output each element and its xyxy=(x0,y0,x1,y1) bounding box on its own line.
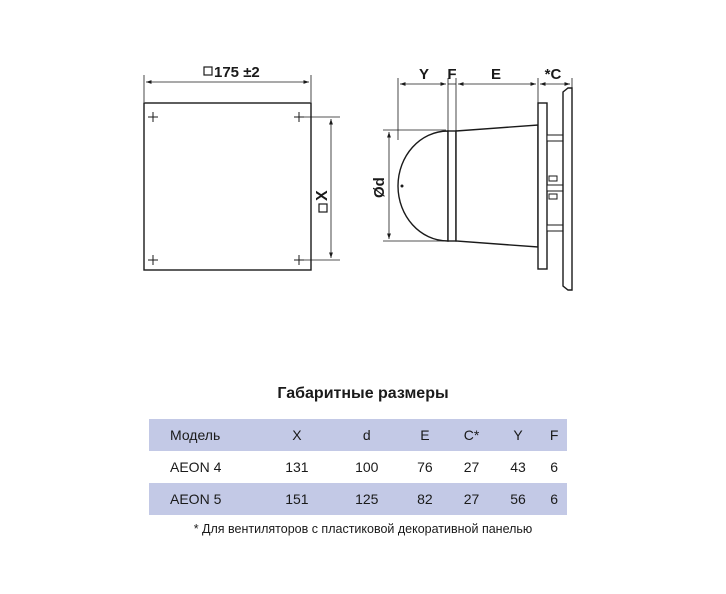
cell-x: 131 xyxy=(285,459,309,475)
cell-model: AEON 5 xyxy=(170,491,222,507)
table-row xyxy=(149,451,567,483)
dome-center-mark xyxy=(401,185,404,188)
side-c-label: *C xyxy=(544,66,562,83)
table-row xyxy=(149,483,567,515)
side-f-label: F xyxy=(447,66,457,83)
cell-x: 151 xyxy=(285,491,309,507)
x-dimension-line xyxy=(302,117,340,260)
cell-e: 82 xyxy=(417,491,433,507)
side-d-label: Ød xyxy=(371,177,388,198)
header-model: Модель xyxy=(170,427,221,443)
cell-e: 76 xyxy=(417,459,433,475)
side-y-label: Y xyxy=(418,66,430,83)
header-d: d xyxy=(362,427,371,443)
square-symbol-icon xyxy=(204,67,212,75)
cell-d: 125 xyxy=(355,491,379,507)
table-title: Габаритные размеры xyxy=(277,385,449,402)
cell-f: 6 xyxy=(550,459,559,475)
table-header-row xyxy=(149,419,567,451)
front-width-label: 175 ±2 xyxy=(214,64,260,81)
front-x-label: X xyxy=(314,190,331,201)
cell-model: AEON 4 xyxy=(170,459,222,475)
side-view xyxy=(371,66,572,290)
footnote: * Для вентиляторов с пластиковой декоративной панелью xyxy=(193,522,533,536)
fan-dome xyxy=(398,131,448,241)
decorative-panel xyxy=(563,88,572,290)
mounting-ribs xyxy=(547,135,563,231)
cell-c: 27 xyxy=(463,491,480,507)
square-symbol-icon xyxy=(319,204,327,212)
cell-f: 6 xyxy=(550,491,559,507)
fan-body xyxy=(456,125,538,247)
cell-y: 43 xyxy=(510,459,526,475)
front-panel xyxy=(144,103,311,270)
header-e: E xyxy=(420,427,430,443)
cell-c: 27 xyxy=(463,459,480,475)
side-e-label: E xyxy=(490,66,502,83)
dimensions-table xyxy=(149,419,567,515)
header-x: X xyxy=(292,427,302,443)
front-view xyxy=(144,64,340,270)
cell-d: 100 xyxy=(355,459,379,475)
fan-rim xyxy=(448,131,456,241)
back-flange xyxy=(538,103,547,269)
header-y: Y xyxy=(513,427,523,443)
mounting-cross-marks xyxy=(148,112,304,265)
header-f: F xyxy=(549,427,559,443)
cell-y: 56 xyxy=(510,491,526,507)
header-c: C* xyxy=(463,427,480,443)
